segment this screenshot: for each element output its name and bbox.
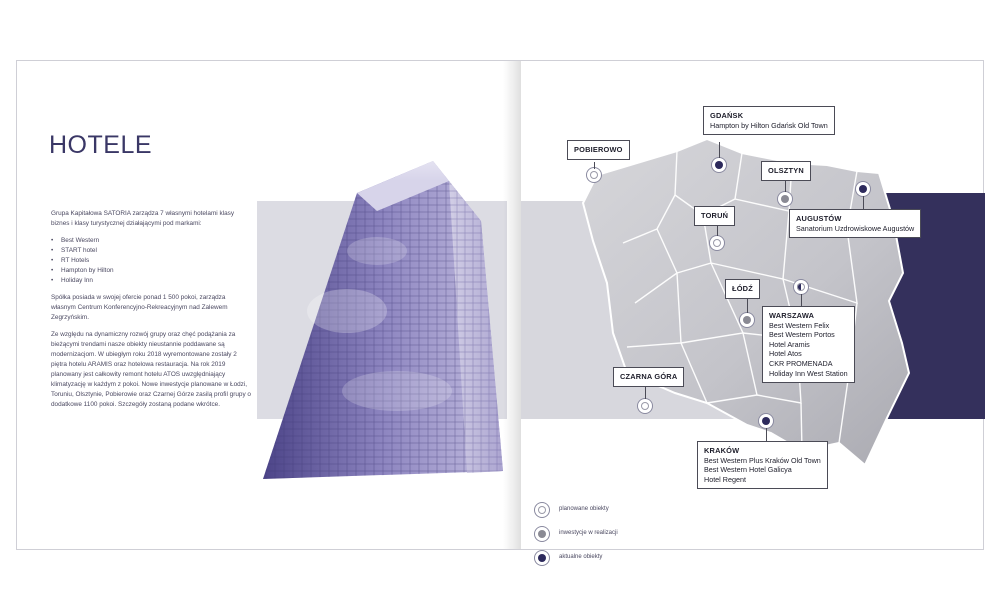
brand-item: • Holiday Inn (51, 276, 251, 286)
hotel-name: Hampton by Hilton Gdańsk Old Town (710, 120, 828, 130)
marker-lodz[interactable] (740, 313, 754, 327)
marker-augustow[interactable] (856, 182, 870, 196)
marker-torun[interactable] (710, 236, 724, 250)
marker-warszawa[interactable] (794, 280, 808, 294)
city-name-olsztyn: OLSZTYN (768, 166, 804, 175)
marker-gdansk[interactable] (712, 158, 726, 172)
city-name-torun: TORUŃ (701, 211, 729, 220)
status-dot-invest (781, 195, 789, 203)
city-name-augustow: AUGUSTÓW (796, 214, 842, 223)
label-gdansk[interactable] (703, 106, 835, 135)
hotel-name: Hotel Aramis (769, 339, 810, 349)
connector-torun (717, 226, 718, 236)
legend-label-current: aktualne obiekty (559, 554, 603, 560)
status-dot-mixed (797, 283, 805, 291)
label-augustow[interactable] (789, 209, 921, 238)
skyscraper-photo (257, 121, 509, 479)
city-name-czarna-gora: CZARNA GÓRA (620, 372, 678, 381)
label-olsztyn[interactable] (761, 161, 811, 181)
city-name-gdansk: GDAŃSK (710, 111, 744, 120)
brand-item: • START hotel (51, 246, 251, 256)
status-dot-invest (538, 530, 546, 538)
city-name-pobierowo: POBIEROWO (574, 145, 623, 154)
marker-krakow[interactable] (759, 414, 773, 428)
status-dot-current (762, 417, 770, 425)
connector-gdansk (719, 142, 720, 158)
intro-paragraph-2: Spółka posiada w swojej ofercie ponad 1 500 pokoi, zarządza własnym Centrum Konferencyjno-Rekreacyjnym nad Zalewem Zegrzyńskim. (51, 294, 228, 321)
hotel-name: Hotel Atos (769, 349, 802, 359)
legend-marker-planned (535, 503, 549, 517)
status-dot-planned (713, 239, 721, 247)
page-gutter (503, 61, 521, 549)
connector-lodz (747, 297, 748, 313)
brand-item: • RT Hotels (51, 256, 251, 266)
intro-paragraph-1: Grupa Kapitałowa SATORIA zarządza 7 własnymi hotelami klasy biznes i klasy turystycznej działającymi pod markami: (51, 210, 235, 227)
legend-marker-current (535, 551, 549, 565)
status-dot-planned (538, 506, 546, 514)
page-title: HOTELE (49, 131, 153, 159)
connector-pobierowo (594, 162, 595, 169)
label-pobierowo[interactable] (567, 140, 630, 160)
hotel-name: Hotel Regent (704, 474, 746, 484)
label-czarna-gora[interactable] (613, 367, 684, 387)
brand-list (51, 236, 251, 286)
status-dot-current (859, 185, 867, 193)
legend-label-planned: planowane obiekty (559, 506, 609, 512)
marker-olsztyn[interactable] (778, 192, 792, 206)
brochure-spread (16, 60, 984, 560)
label-warszawa[interactable] (762, 306, 855, 383)
city-name-lodz: ŁÓDŹ (732, 284, 753, 293)
status-dot-planned (590, 171, 598, 179)
label-krakow[interactable] (697, 441, 828, 489)
connector-warszawa (801, 294, 802, 306)
status-dot-planned (641, 402, 649, 410)
hotel-name: Best Western Hotel Galicya (704, 465, 792, 475)
hotel-name: Sanatorium Uzdrowiskowe Augustów (796, 223, 915, 233)
brand-item: • Hampton by Hilton (51, 266, 251, 276)
legend-marker-invest (535, 527, 549, 541)
status-dot-current (538, 554, 546, 562)
hotel-name: Best Western Felix (769, 320, 830, 330)
legend-label-invest: inwestycje w realizacji (559, 530, 618, 536)
connector-augustow (863, 196, 864, 209)
intro-text (51, 209, 251, 417)
label-torun[interactable] (694, 206, 735, 226)
status-dot-current (715, 161, 723, 169)
hotel-name: Best Western Portos (769, 330, 835, 340)
status-dot-invest (743, 316, 751, 324)
city-name-krakow: KRAKÓW (704, 446, 740, 455)
label-lodz[interactable] (725, 279, 760, 299)
intro-paragraph-3: Ze względu na dynamiczny rozwój grupy oraz chęć podążania za bieżącymi trendami nasze obiekty nieustannie poddawane są modernizacjom. W ubiegłym roku 2018 wyremontowane zostały 2 piętra hotelu ARAMIS oraz hotelowa restauracja. Na rok 2019 planowany jest całkowity remont hotelu ATOS uwzględniający klimatyzację w każdym z pokoi. Nowe inwestycje planowane w Łodzi, Toruniu, Olsztynie, Pobierowie oraz Czarnej Górze zasilą profil grupy o dodatkowe 1100 pokoi. Szczegóły zostaną podane wkrótce. (51, 331, 251, 408)
marker-czarna-gora[interactable] (638, 399, 652, 413)
connector-olsztyn (785, 179, 786, 192)
poland-map (557, 133, 957, 483)
hotel-name: Holiday Inn West Station (769, 368, 848, 378)
brand-item: • Best Western (51, 236, 251, 246)
connector-czarna-gora (645, 385, 646, 399)
connector-krakow (766, 428, 767, 441)
hotel-name: CKR PROMENADA (769, 358, 833, 368)
hotel-name: Best Western Plus Kraków Old Town (704, 455, 821, 465)
city-name-warszawa: WARSZAWA (769, 311, 815, 320)
marker-pobierowo[interactable] (587, 168, 601, 182)
